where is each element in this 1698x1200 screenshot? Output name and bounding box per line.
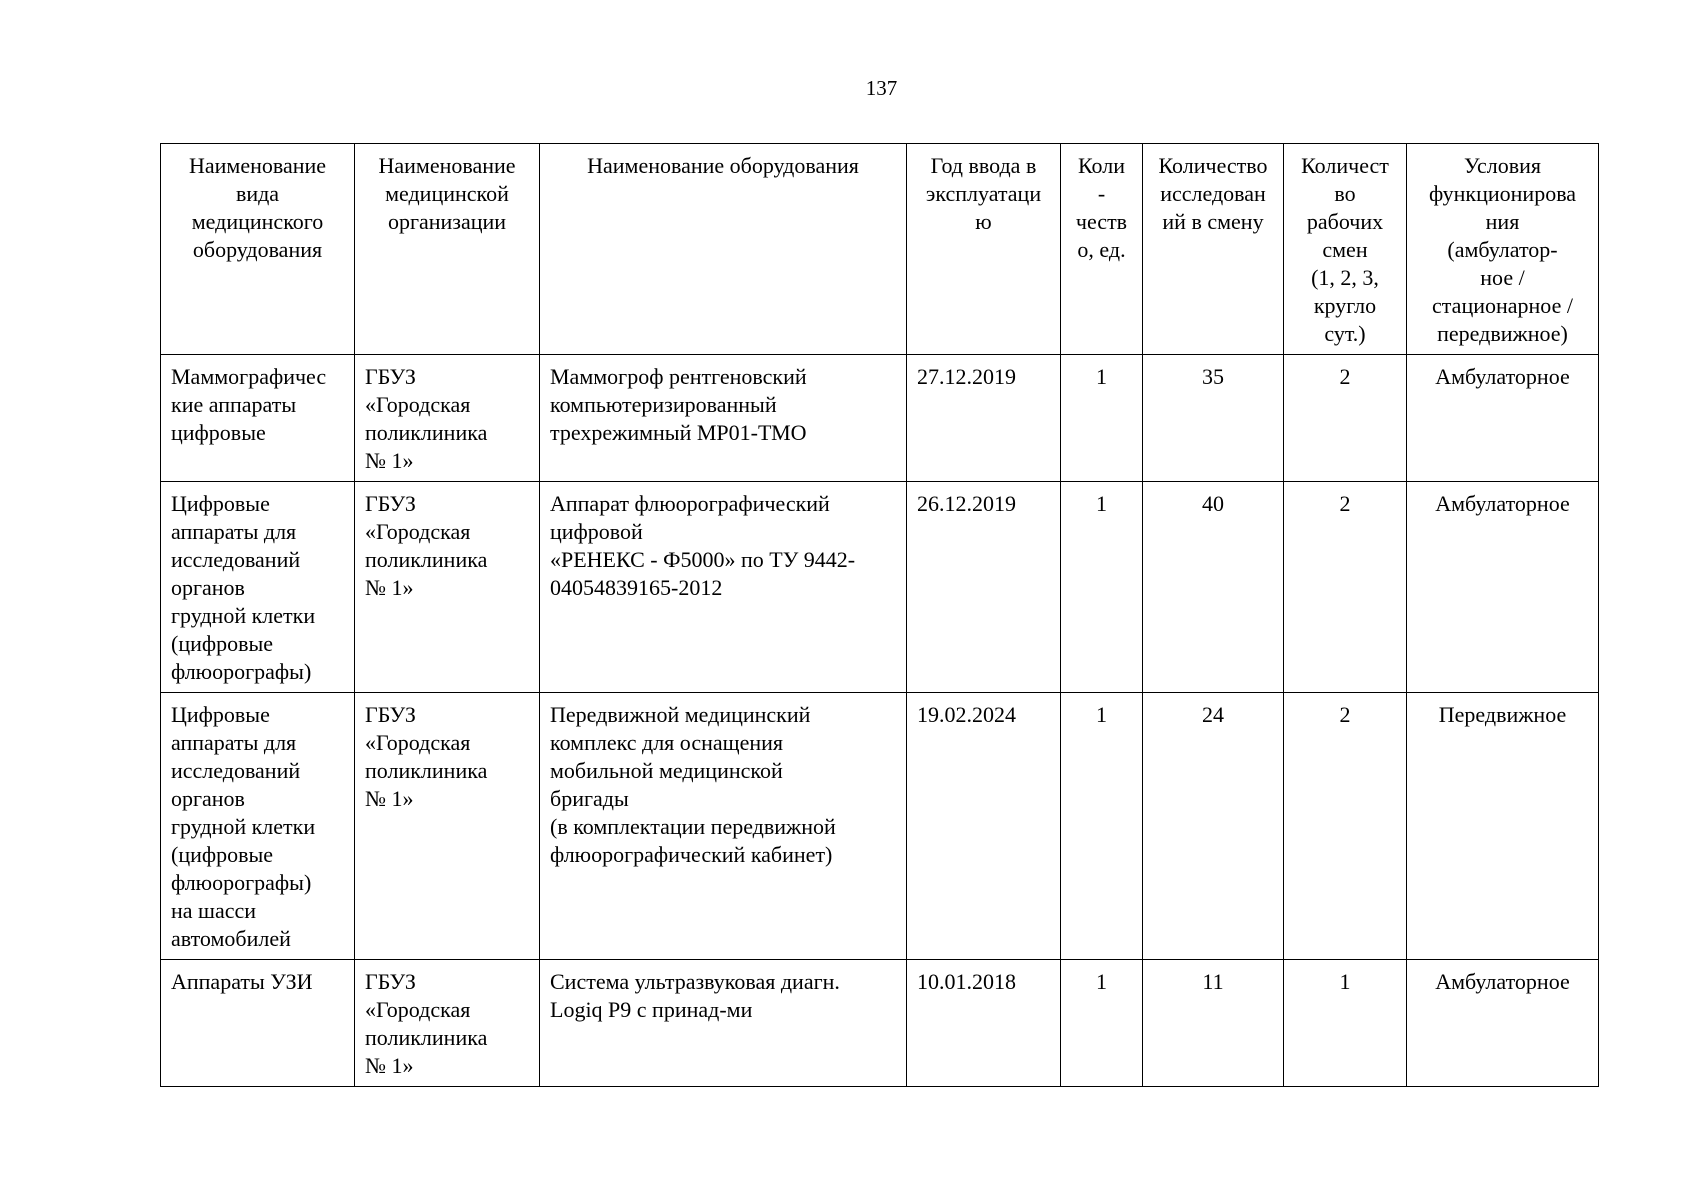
- cell-organization: ГБУЗ «Городская поликлиника № 1»: [355, 355, 540, 482]
- cell-equipment-type: Цифровые аппараты для исследований органов грудной клетки (цифровые флюорографы) на шасси автомобилей: [161, 693, 355, 960]
- header-shifts: Количест во рабочих смен (1, 2, 3, кругло сут.): [1284, 144, 1407, 355]
- table-row: [161, 960, 1599, 1087]
- equipment-table: [160, 143, 1599, 1087]
- cell-year: 10.01.2018: [907, 960, 1061, 1087]
- page-number: 137: [865, 76, 898, 100]
- cell-equipment-name: Система ультразвуковая диагн. Logiq P9 с принад-ми: [540, 960, 907, 1087]
- cell-shifts: 2: [1284, 693, 1407, 960]
- cell-conditions: Передвижное: [1407, 693, 1599, 960]
- cell-equipment-name: Передвижной медицинский комплекс для оснащения мобильной медицинской бригады (в комплектации передвижной флюорографический кабинет): [540, 693, 907, 960]
- cell-studies-per-shift: 35: [1143, 355, 1284, 482]
- cell-shifts: 1: [1284, 960, 1407, 1087]
- cell-equipment-type: Цифровые аппараты для исследований органов грудной клетки (цифровые флюорографы): [161, 482, 355, 693]
- table-row: [161, 693, 1599, 960]
- cell-organization: ГБУЗ «Городская поликлиника № 1»: [355, 482, 540, 693]
- cell-year: 27.12.2019: [907, 355, 1061, 482]
- table-header-row: [161, 144, 1599, 355]
- cell-studies-per-shift: 24: [1143, 693, 1284, 960]
- header-organization: Наименование медицинской организации: [355, 144, 540, 355]
- cell-year: 19.02.2024: [907, 693, 1061, 960]
- cell-equipment-type: Маммографичес кие аппараты цифровые: [161, 355, 355, 482]
- header-equipment-name: Наименование оборудования: [540, 144, 907, 355]
- cell-quantity: 1: [1061, 693, 1143, 960]
- cell-conditions: Амбулаторное: [1407, 960, 1599, 1087]
- header-quantity: Коли - честв о, ед.: [1061, 144, 1143, 355]
- cell-equipment-name: Маммогроф рентгеновский компьютеризированный трехрежимный МР01-ТМО: [540, 355, 907, 482]
- header-conditions: Условия функционирова ния (амбулатор- ное / стационарное / передвижное): [1407, 144, 1599, 355]
- cell-quantity: 1: [1061, 482, 1143, 693]
- cell-quantity: 1: [1061, 960, 1143, 1087]
- cell-conditions: Амбулаторное: [1407, 482, 1599, 693]
- cell-year: 26.12.2019: [907, 482, 1061, 693]
- cell-shifts: 2: [1284, 355, 1407, 482]
- cell-shifts: 2: [1284, 482, 1407, 693]
- cell-organization: ГБУЗ «Городская поликлиника № 1»: [355, 960, 540, 1087]
- cell-conditions: Амбулаторное: [1407, 355, 1599, 482]
- cell-studies-per-shift: 11: [1143, 960, 1284, 1087]
- cell-equipment-name: Аппарат флюорографический цифровой «РЕНЕКС - Ф5000» по ТУ 9442- 04054839165-2012: [540, 482, 907, 693]
- cell-quantity: 1: [1061, 355, 1143, 482]
- header-equipment-type: Наименование вида медицинского оборудования: [161, 144, 355, 355]
- cell-equipment-type: Аппараты УЗИ: [161, 960, 355, 1087]
- header-studies-per-shift: Количество исследован ий в смену: [1143, 144, 1284, 355]
- cell-organization: ГБУЗ «Городская поликлиника № 1»: [355, 693, 540, 960]
- header-year: Год ввода в эксплуатаци ю: [907, 144, 1061, 355]
- cell-studies-per-shift: 40: [1143, 482, 1284, 693]
- table-row: [161, 355, 1599, 482]
- table-row: [161, 482, 1599, 693]
